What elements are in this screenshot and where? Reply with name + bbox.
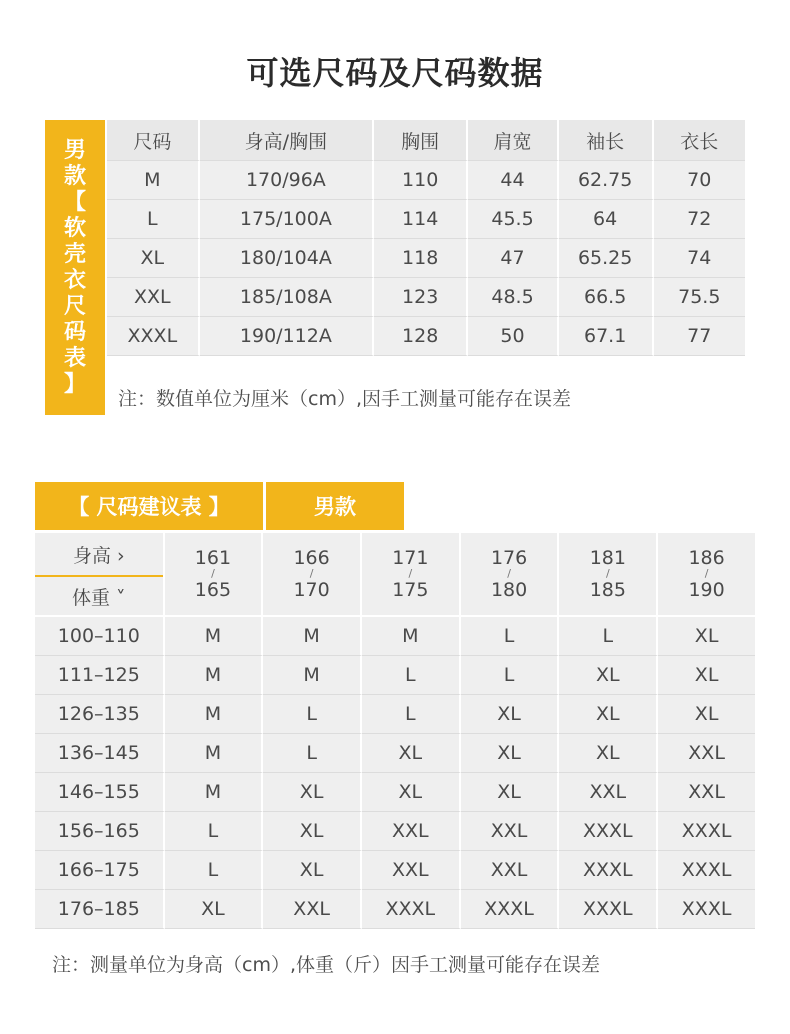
men-size-table <box>107 120 745 356</box>
suggested-size-cell: L <box>165 812 264 851</box>
height-range-slash: / <box>507 567 511 580</box>
weight-range-cell: 126–135 <box>35 695 165 734</box>
suggested-size-cell: XL <box>461 734 560 773</box>
suggest-table-note: 注：测量单位为身高（cm）,体重（斤）因手工测量可能存在误差 <box>52 954 600 976</box>
men-table-cell: 75.5 <box>654 278 745 317</box>
suggest-table-row <box>35 734 755 773</box>
weight-range-cell: 166–175 <box>35 851 165 890</box>
suggested-size-cell: M <box>263 656 362 695</box>
men-table-note: 注：数值单位为厘米（cm）,因手工测量可能存在误差 <box>118 388 571 410</box>
suggested-size-cell: L <box>461 617 560 656</box>
men-table-row <box>107 200 745 239</box>
height-range-to: 190 <box>688 579 725 601</box>
side-label-char: 】 <box>63 371 86 397</box>
suggested-size-cell: XL <box>263 773 362 812</box>
suggested-size-cell: M <box>165 695 264 734</box>
height-range-to: 185 <box>589 579 626 601</box>
side-label-char: 款 <box>63 163 86 189</box>
suggested-size-cell: XXXL <box>362 890 461 929</box>
height-range-slash: / <box>309 567 314 580</box>
height-range-to: 165 <box>194 579 232 601</box>
weight-range-cell: 156–165 <box>35 812 165 851</box>
suggested-size-cell: L <box>461 656 560 695</box>
side-label-char: 衣 <box>63 267 86 293</box>
men-table-cell: 190/112A <box>200 317 374 356</box>
side-label-char: 【 <box>63 189 86 215</box>
men-table-cell: 47 <box>468 239 559 278</box>
men-table-cell: 110 <box>374 161 468 200</box>
suggested-size-cell: L <box>263 734 362 773</box>
suggested-size-cell: M <box>165 617 264 656</box>
men-table-cell: XXXL <box>107 317 200 356</box>
men-table-cell: 44 <box>468 161 559 200</box>
men-table-cell: XXL <box>107 278 200 317</box>
men-table-cell: 48.5 <box>468 278 559 317</box>
suggested-size-cell: XXL <box>658 734 755 773</box>
suggested-size-cell: XL <box>263 812 362 851</box>
corner-cell <box>35 533 165 617</box>
side-label-char: 表 <box>63 345 86 371</box>
men-table-row <box>107 161 745 200</box>
suggested-size-cell: XL <box>658 695 755 734</box>
suggested-size-cell: XXXL <box>559 851 658 890</box>
height-range-header <box>658 533 755 617</box>
suggested-size-cell: XXXL <box>658 851 755 890</box>
height-range-slash: / <box>605 567 610 580</box>
suggested-size-cell: XXL <box>461 812 560 851</box>
suggested-size-cell: XL <box>461 773 560 812</box>
suggested-size-cell: M <box>165 656 264 695</box>
side-label-char: 壳 <box>63 241 86 267</box>
men-table-cell: 67.1 <box>559 317 654 356</box>
height-range-to: 180 <box>490 579 528 601</box>
weight-axis-label: 体重 ˅ <box>72 587 126 609</box>
suggested-size-cell: XXL <box>362 812 461 851</box>
men-table-cell: 45.5 <box>468 200 559 239</box>
men-table-header-cell: 肩宽 <box>468 120 559 161</box>
height-range-header <box>263 533 362 617</box>
height-range-header <box>165 533 264 617</box>
height-range-slash: / <box>211 567 215 580</box>
height-range-header <box>362 533 461 617</box>
suggested-size-cell: M <box>263 617 362 656</box>
weight-range-cell: 146–155 <box>35 773 165 812</box>
suggest-table-header-row <box>35 533 755 617</box>
suggested-size-cell: XL <box>658 656 755 695</box>
suggest-table-row <box>35 773 755 812</box>
suggested-size-cell: M <box>165 734 264 773</box>
suggest-table-row <box>35 656 755 695</box>
suggested-size-cell: XXXL <box>461 890 560 929</box>
height-range-from: 166 <box>293 547 330 569</box>
suggested-size-cell: XL <box>559 734 658 773</box>
suggested-size-cell: L <box>559 617 658 656</box>
height-range-to: 175 <box>392 579 429 601</box>
corner-divider <box>35 575 163 577</box>
suggested-size-cell: L <box>362 695 461 734</box>
men-table-cell: 175/100A <box>200 200 374 239</box>
men-table-cell: 180/104A <box>200 239 374 278</box>
men-table-cell: 72 <box>654 200 745 239</box>
height-range-header <box>559 533 658 617</box>
men-table-header-cell: 身高/胸围 <box>200 120 374 161</box>
suggested-size-cell: XL <box>263 851 362 890</box>
weight-range-cell: 136–145 <box>35 734 165 773</box>
men-table-cell: 77 <box>654 317 745 356</box>
men-table-cell: 128 <box>374 317 468 356</box>
height-range-slash: / <box>408 567 413 580</box>
suggest-table-row <box>35 617 755 656</box>
suggested-size-cell: XXXL <box>559 812 658 851</box>
men-table-cell: 65.25 <box>559 239 654 278</box>
suggest-table-header <box>35 482 404 530</box>
suggested-size-cell: XXL <box>658 773 755 812</box>
suggested-size-cell: XXL <box>263 890 362 929</box>
suggested-size-cell: XL <box>559 695 658 734</box>
suggested-size-cell: L <box>263 695 362 734</box>
suggested-size-cell: XXXL <box>658 812 755 851</box>
suggest-table-title: 【 尺码建议表 】 <box>35 482 263 530</box>
weight-range-cell: 111–125 <box>35 656 165 695</box>
height-axis-label: 身高 › <box>72 545 125 567</box>
side-label-char: 男 <box>63 137 86 163</box>
suggested-size-cell: XL <box>362 734 461 773</box>
suggest-table-row <box>35 851 755 890</box>
men-table-row <box>107 317 745 356</box>
size-suggestion-table <box>35 533 755 929</box>
height-range-from: 171 <box>392 547 429 569</box>
suggested-size-cell: XXXL <box>559 890 658 929</box>
weight-range-cell: 176–185 <box>35 890 165 929</box>
height-range-to: 170 <box>293 579 330 601</box>
men-table-header-cell: 衣长 <box>654 120 745 161</box>
page-title: 可选尺码及尺码数据 <box>246 54 544 92</box>
suggested-size-cell: L <box>362 656 461 695</box>
men-table-row <box>107 239 745 278</box>
height-range-from: 186 <box>688 547 725 569</box>
suggested-size-cell: XXL <box>362 851 461 890</box>
height-range-slash: / <box>704 567 709 580</box>
weight-range-cell: 100–110 <box>35 617 165 656</box>
men-table-cell: 70 <box>654 161 745 200</box>
men-table-cell: 74 <box>654 239 745 278</box>
men-table-cell: 50 <box>468 317 559 356</box>
suggested-size-cell: XXXL <box>658 890 755 929</box>
men-table-cell: 185/108A <box>200 278 374 317</box>
men-table-cell: 118 <box>374 239 468 278</box>
suggest-table-row <box>35 812 755 851</box>
suggest-table-gender: 男款 <box>266 482 404 530</box>
men-table-header-cell: 尺码 <box>107 120 200 161</box>
men-table-cell: 64 <box>559 200 654 239</box>
men-table-cell: L <box>107 200 200 239</box>
suggested-size-cell: XL <box>165 890 264 929</box>
suggested-size-cell: XL <box>658 617 755 656</box>
suggested-size-cell: M <box>165 773 264 812</box>
suggested-size-cell: XXL <box>461 851 560 890</box>
men-table-cell: XL <box>107 239 200 278</box>
suggested-size-cell: XXL <box>559 773 658 812</box>
men-table-header-cell: 胸围 <box>374 120 468 161</box>
men-table-row <box>107 278 745 317</box>
height-range-header <box>461 533 560 617</box>
men-table-cell: 170/96A <box>200 161 374 200</box>
suggest-table-row <box>35 890 755 929</box>
men-table-cell: 114 <box>374 200 468 239</box>
men-table-cell: M <box>107 161 200 200</box>
men-table-cell: 66.5 <box>559 278 654 317</box>
height-range-from: 181 <box>589 547 626 569</box>
men-table-header-row <box>107 120 745 161</box>
men-table-cell: 62.75 <box>559 161 654 200</box>
suggested-size-cell: XL <box>461 695 560 734</box>
suggested-size-cell: M <box>362 617 461 656</box>
suggest-table-row <box>35 695 755 734</box>
side-label-char: 软 <box>63 215 86 241</box>
side-label-char: 尺 <box>63 293 86 319</box>
suggested-size-cell: L <box>165 851 264 890</box>
side-label-char: 码 <box>63 319 86 345</box>
suggested-size-cell: XL <box>362 773 461 812</box>
suggested-size-cell: XL <box>559 656 658 695</box>
men-table-header-cell: 袖长 <box>559 120 654 161</box>
height-range-from: 176 <box>490 547 528 569</box>
height-range-from: 161 <box>194 547 232 569</box>
men-table-cell: 123 <box>374 278 468 317</box>
men-table-side-label <box>45 120 105 415</box>
